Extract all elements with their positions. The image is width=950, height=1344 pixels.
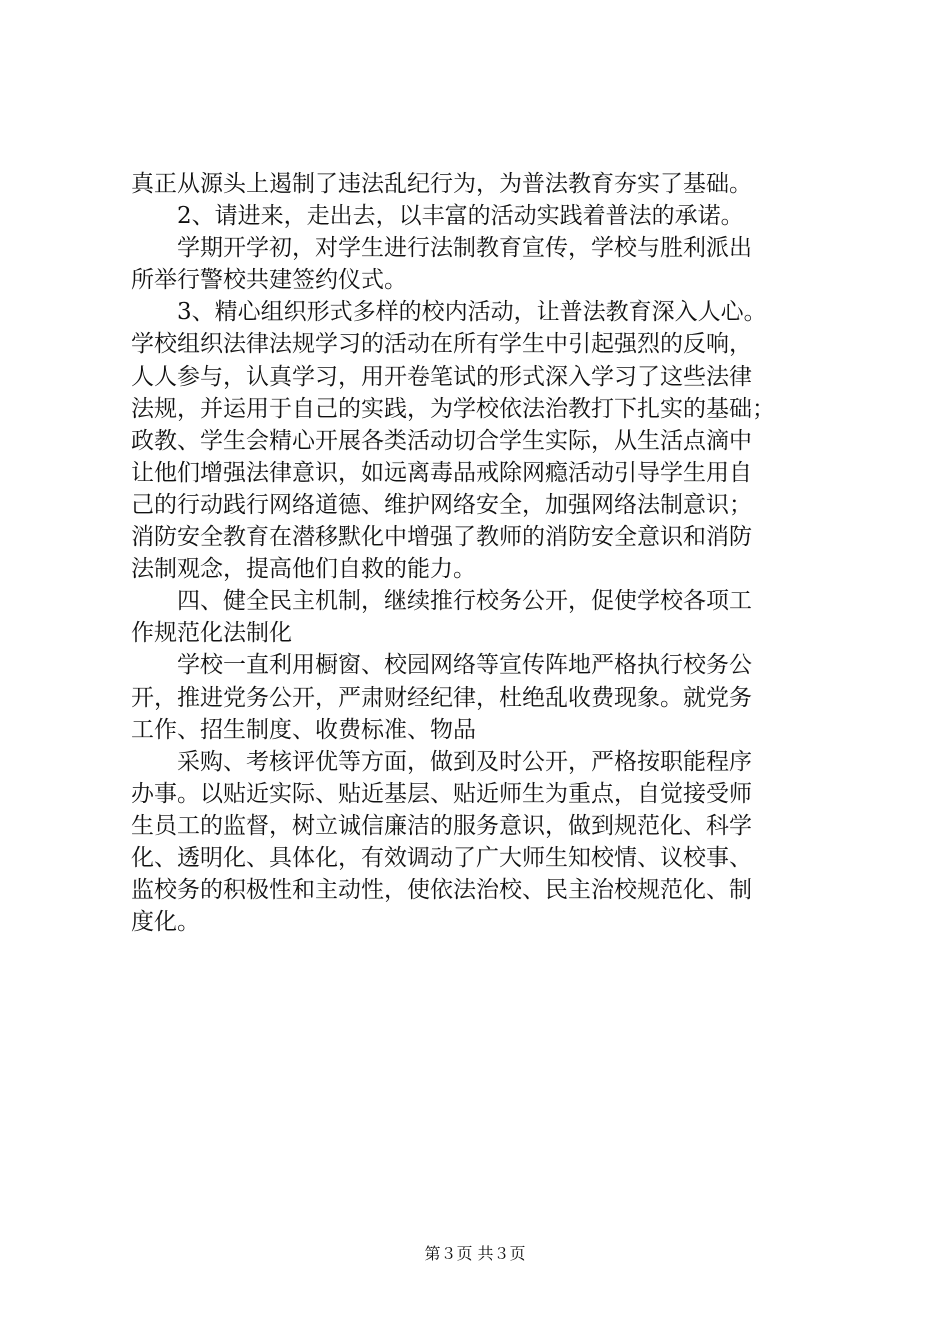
body-line: 法制观念，提高他们自救的能力。: [131, 556, 476, 583]
body-line: 所举行警校共建签约仪式。: [131, 267, 407, 294]
body-line: 学校组织法律法规学习的活动在所有学生中引起强烈的反响，: [131, 331, 752, 358]
body-line: 3、精心组织形式多样的校内活动，让普法教育深入人心。: [177, 299, 767, 326]
body-line: 人人参与，认真学习，用开卷笔试的形式深入学习了这些法律: [131, 363, 752, 390]
body-line: 开，推进党务公开，严肃财经纪律，杜绝乱收费现象。就党务: [131, 684, 752, 711]
body-line: 工作、招生制度、收费标准、物品: [131, 716, 476, 743]
page-number-footer: 第３页 共３页: [424, 1244, 526, 1263]
section-heading-line: 四、健全民主机制，继续推行校务公开，促使学校各项工: [177, 588, 752, 615]
body-line: 生员工的监督，树立诚信廉洁的服务意识，做到规范化、科学: [131, 812, 752, 839]
document-body: [131, 168, 831, 938]
body-line: 己的行动践行网络道德、维护网络安全，加强网络法制意识；: [131, 491, 752, 518]
body-line: 度化。: [131, 909, 200, 936]
body-line: 化、透明化、具体化，有效调动了广大师生知校情、议校事、: [131, 844, 752, 871]
body-line: 法规，并运用于自己的实践，为学校依法治教打下扎实的基础；: [131, 395, 775, 422]
body-line: 采购、考核评优等方面，做到及时公开，严格按职能程序: [177, 748, 752, 775]
body-line: 消防安全教育在潜移默化中增强了教师的消防安全意识和消防: [131, 524, 752, 551]
body-line: 监校务的积极性和主动性，使依法治校、民主治校规范化、制: [131, 877, 752, 904]
body-line: 让他们增强法律意识，如远离毒品戒除网瘾活动引导学生用自: [131, 459, 752, 486]
body-line: 学校一直利用橱窗、校园网络等宣传阵地严格执行校务公: [177, 652, 752, 679]
body-line: 学期开学初，对学生进行法制教育宣传，学校与胜利派出: [177, 235, 752, 262]
section-heading-line: 作规范化法制化: [131, 620, 292, 647]
body-line: 真正从源头上遏制了违法乱纪行为，为普法教育夯实了基础。: [131, 171, 752, 197]
body-line: 办事。以贴近实际、贴近基层、贴近师生为重点，自觉接受师: [131, 780, 752, 807]
body-line: 2、请进来，走出去，以丰富的活动实践着普法的承诺。: [177, 203, 744, 230]
body-line: 政教、学生会精心开展各类活动切合学生实际，从生活点滴中: [131, 427, 752, 454]
